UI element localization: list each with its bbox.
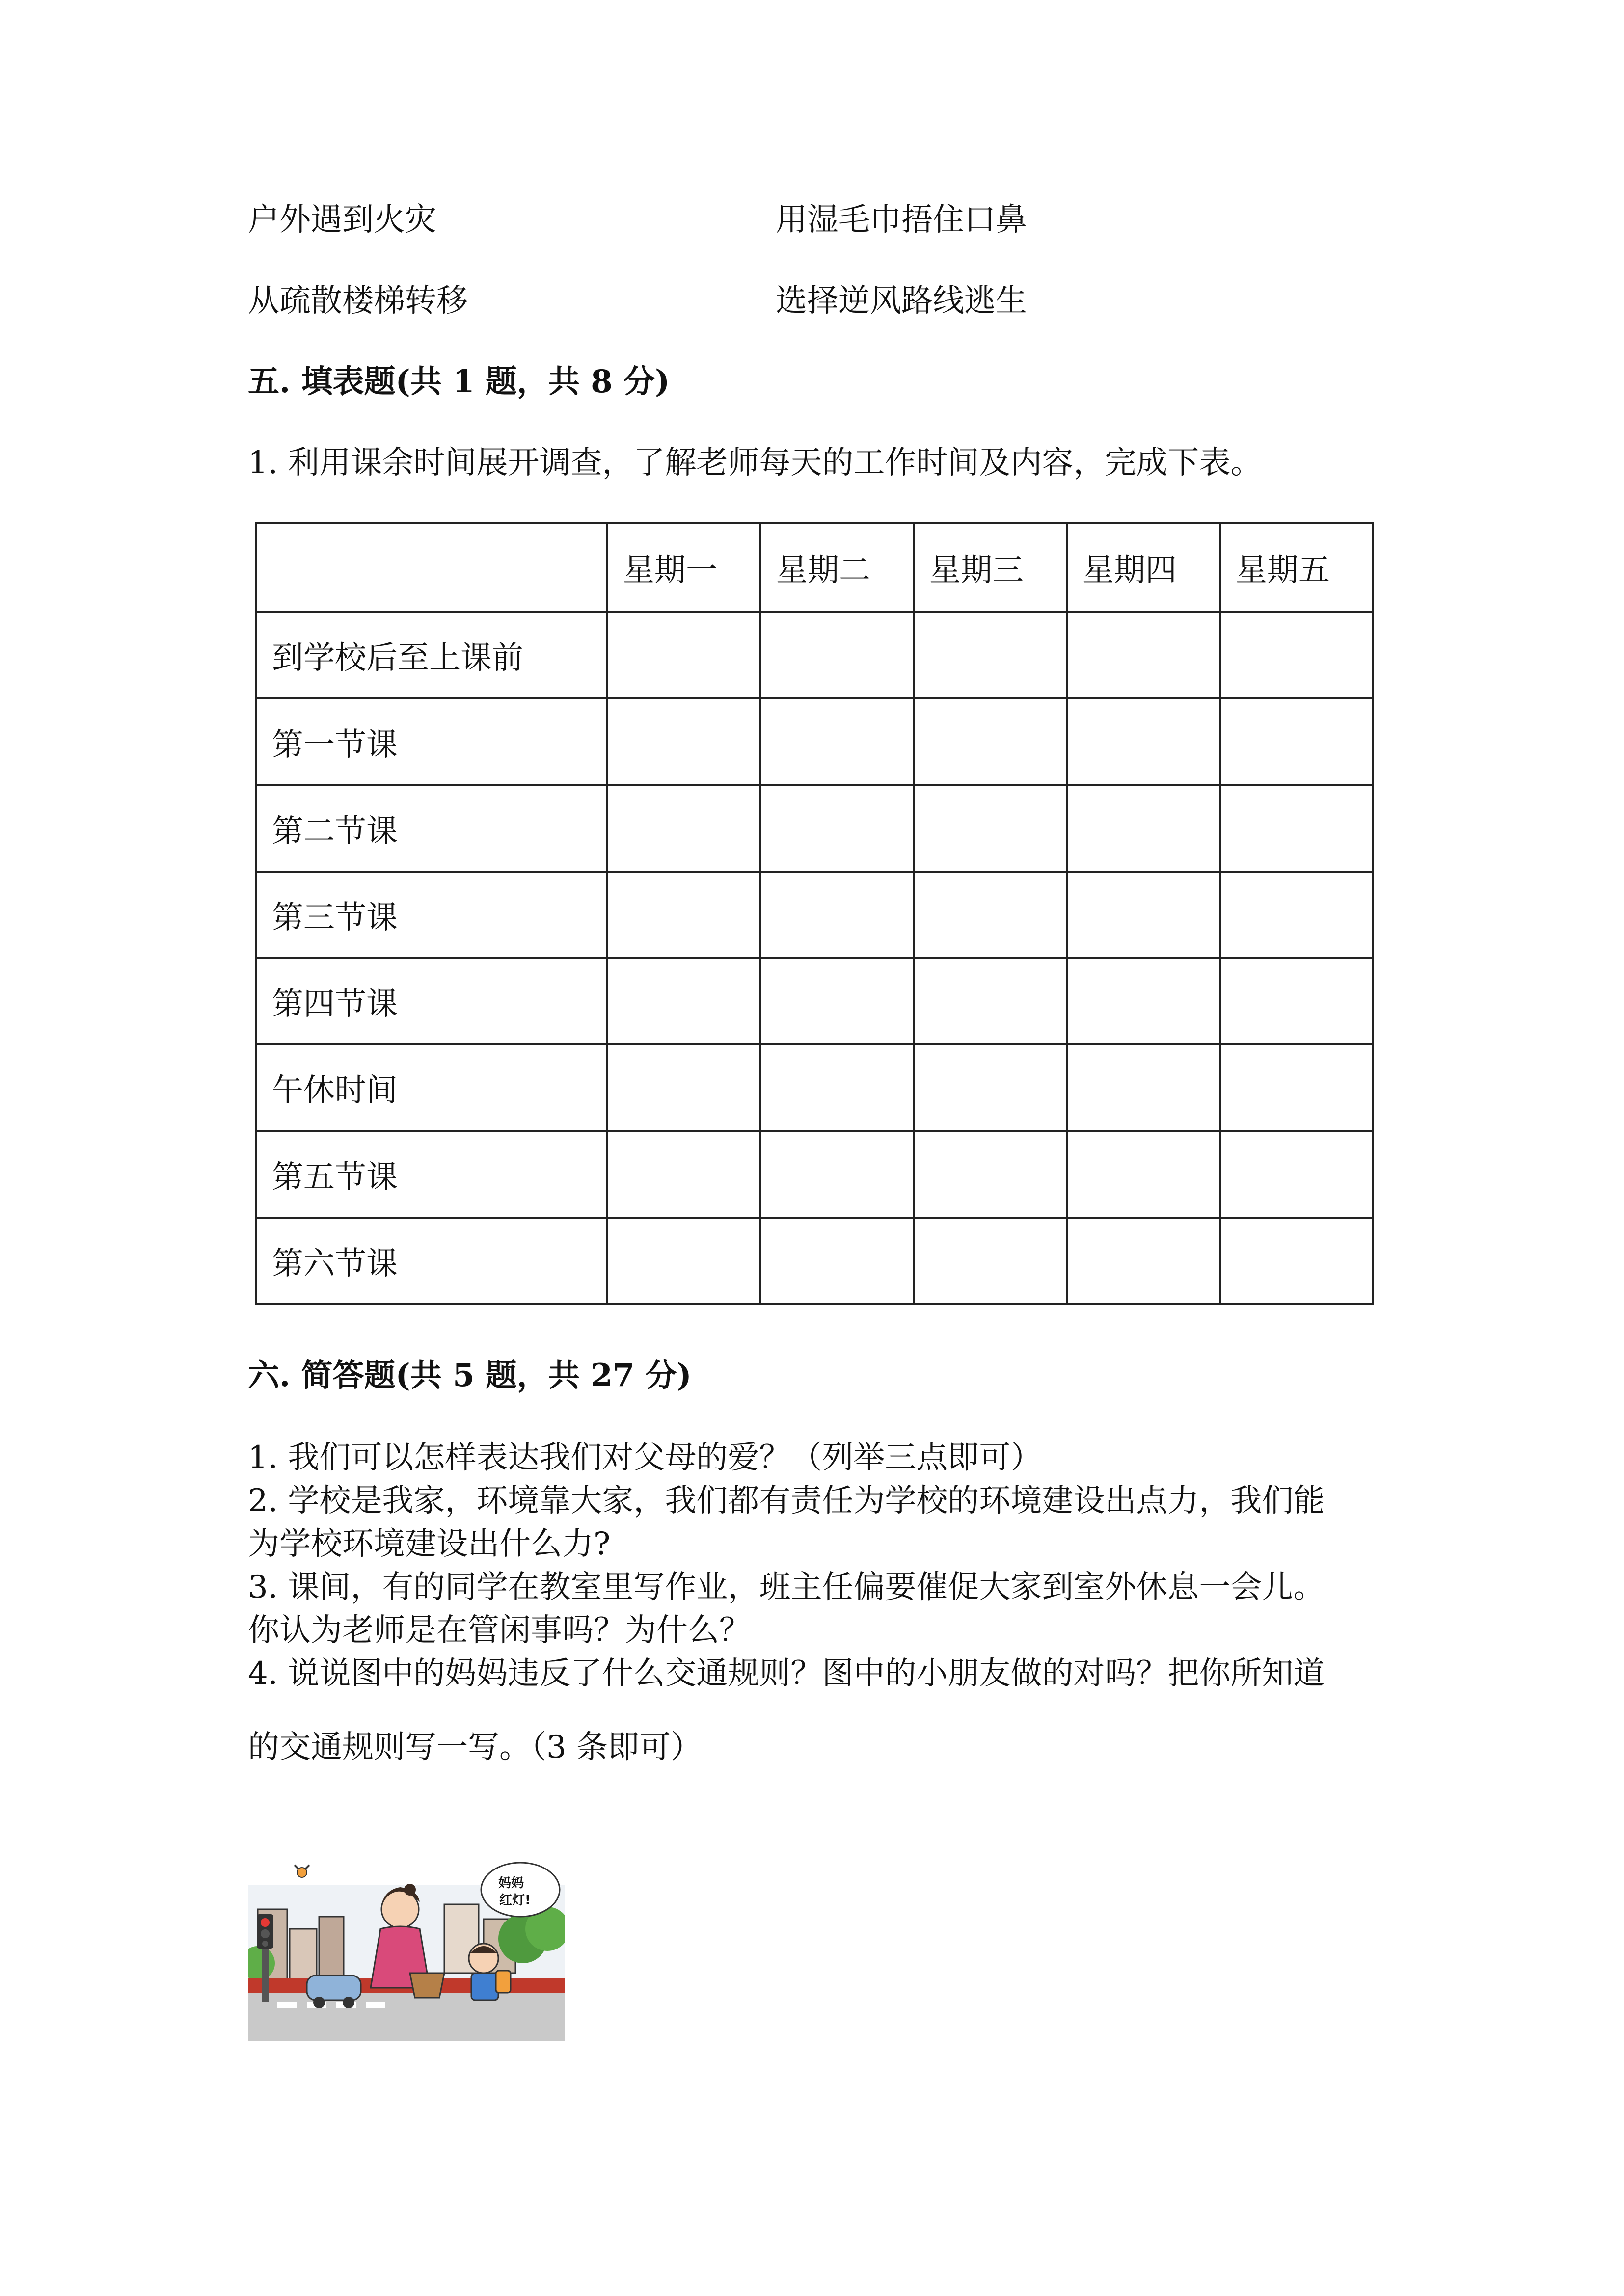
table-row [256, 1218, 1373, 1304]
blank-cell[interactable] [1220, 785, 1373, 872]
blank-cell[interactable] [1067, 1044, 1220, 1131]
section6-q4-line1: 4. 说说图中的妈妈违反了什么交通规则？图中的小朋友做的对吗？把你所知道 [248, 1655, 1325, 1692]
blank-cell[interactable] [760, 1218, 914, 1304]
blank-cell[interactable] [760, 958, 914, 1044]
row-label: 第二节课 [256, 785, 607, 872]
blank-cell[interactable] [607, 872, 760, 958]
blank-cell[interactable] [914, 698, 1067, 785]
blank-cell[interactable] [1067, 1218, 1220, 1304]
blank-cell[interactable] [914, 1044, 1067, 1131]
row-label: 第四节课 [256, 958, 607, 1044]
table-row [256, 872, 1373, 958]
row-label: 午休时间 [256, 1044, 607, 1131]
day-header-fri: 星期五 [1220, 523, 1373, 612]
blank-cell[interactable] [760, 1044, 914, 1131]
blank-cell[interactable] [914, 1218, 1067, 1304]
match-left-1: 户外遇到火灾 [248, 202, 436, 238]
match-left-2: 从疏散楼梯转移 [248, 283, 468, 319]
table-header-row [256, 523, 1373, 612]
row-label: 第三节课 [256, 872, 607, 958]
row-label: 第五节课 [256, 1131, 607, 1218]
blank-cell[interactable] [760, 698, 914, 785]
table-row [256, 1131, 1373, 1218]
blank-cell[interactable] [1220, 698, 1373, 785]
blank-cell[interactable] [914, 958, 1067, 1044]
day-header-tue: 星期二 [760, 523, 914, 612]
blank-cell[interactable] [607, 785, 760, 872]
blank-cell[interactable] [914, 872, 1067, 958]
section6-q4-line2: 的交通规则写一写。（3 条即可） [248, 1729, 703, 1765]
table-row [256, 612, 1373, 698]
blank-cell[interactable] [1220, 1131, 1373, 1218]
blank-cell[interactable] [1220, 612, 1373, 698]
blank-cell[interactable] [607, 1131, 760, 1218]
blank-cell[interactable] [1067, 612, 1220, 698]
table-row [256, 958, 1373, 1044]
traffic-cartoon-illustration [248, 1855, 565, 2041]
blank-cell[interactable] [760, 785, 914, 872]
section6-q1: 1. 我们可以怎样表达我们对父母的爱？（列举三点即可） [248, 1440, 1042, 1476]
blank-cell[interactable] [607, 958, 760, 1044]
blank-cell[interactable] [1220, 958, 1373, 1044]
row-label: 到学校后至上课前 [256, 612, 607, 698]
day-header-thu: 星期四 [1067, 523, 1220, 612]
blank-cell[interactable] [1067, 1131, 1220, 1218]
section6-q3-line2: 你认为老师是在管闲事吗？为什么？ [248, 1612, 751, 1649]
section6-q3-line1: 3. 课间，有的同学在教室里写作业，班主任偏要催促大家到室外休息一会儿。 [248, 1569, 1325, 1605]
blank-cell[interactable] [760, 1131, 914, 1218]
match-right-2: 选择逆风路线逃生 [776, 283, 1027, 319]
blank-cell[interactable] [607, 698, 760, 785]
blank-cell[interactable] [914, 785, 1067, 872]
section6-q2-line2: 为学校环境建设出什么力? [248, 1526, 611, 1562]
blank-cell[interactable] [1220, 1218, 1373, 1304]
blank-cell[interactable] [1220, 1044, 1373, 1131]
blank-cell[interactable] [1067, 698, 1220, 785]
blank-cell[interactable] [1067, 872, 1220, 958]
blank-cell[interactable] [1067, 958, 1220, 1044]
teacher-schedule-table [255, 522, 1374, 1305]
section5-title: 五. 填表题(共 1 题，共 8 分) [248, 363, 670, 400]
blank-cell[interactable] [607, 1218, 760, 1304]
blank-cell[interactable] [1067, 785, 1220, 872]
row-label: 第一节课 [256, 698, 607, 785]
blank-cell[interactable] [1220, 872, 1373, 958]
day-header-wed: 星期三 [914, 523, 1067, 612]
blank-cell[interactable] [607, 1044, 760, 1131]
speech-text-line1: 妈妈 [498, 1876, 524, 1891]
match-right-1: 用湿毛巾捂住口鼻 [776, 202, 1027, 238]
section5-question1: 1. 利用课余时间展开调查，了解老师每天的工作时间及内容，完成下表。 [248, 445, 1262, 481]
day-header-mon: 星期一 [607, 523, 760, 612]
section6-title: 六. 简答题(共 5 题，共 27 分) [248, 1357, 692, 1394]
blank-cell[interactable] [914, 1131, 1067, 1218]
row-label: 第六节课 [256, 1218, 607, 1304]
table-row [256, 1044, 1373, 1131]
table-corner-cell [256, 523, 607, 612]
table-row [256, 785, 1373, 872]
table-row [256, 698, 1373, 785]
blank-cell[interactable] [760, 612, 914, 698]
section6-q2-line1: 2. 学校是我家，环境靠大家，我们都有责任为学校的环境建设出点力，我们能 [248, 1483, 1325, 1519]
blank-cell[interactable] [914, 612, 1067, 698]
blank-cell[interactable] [760, 872, 914, 958]
blank-cell[interactable] [607, 612, 760, 698]
speech-text-line2: 红灯! [499, 1893, 531, 1908]
